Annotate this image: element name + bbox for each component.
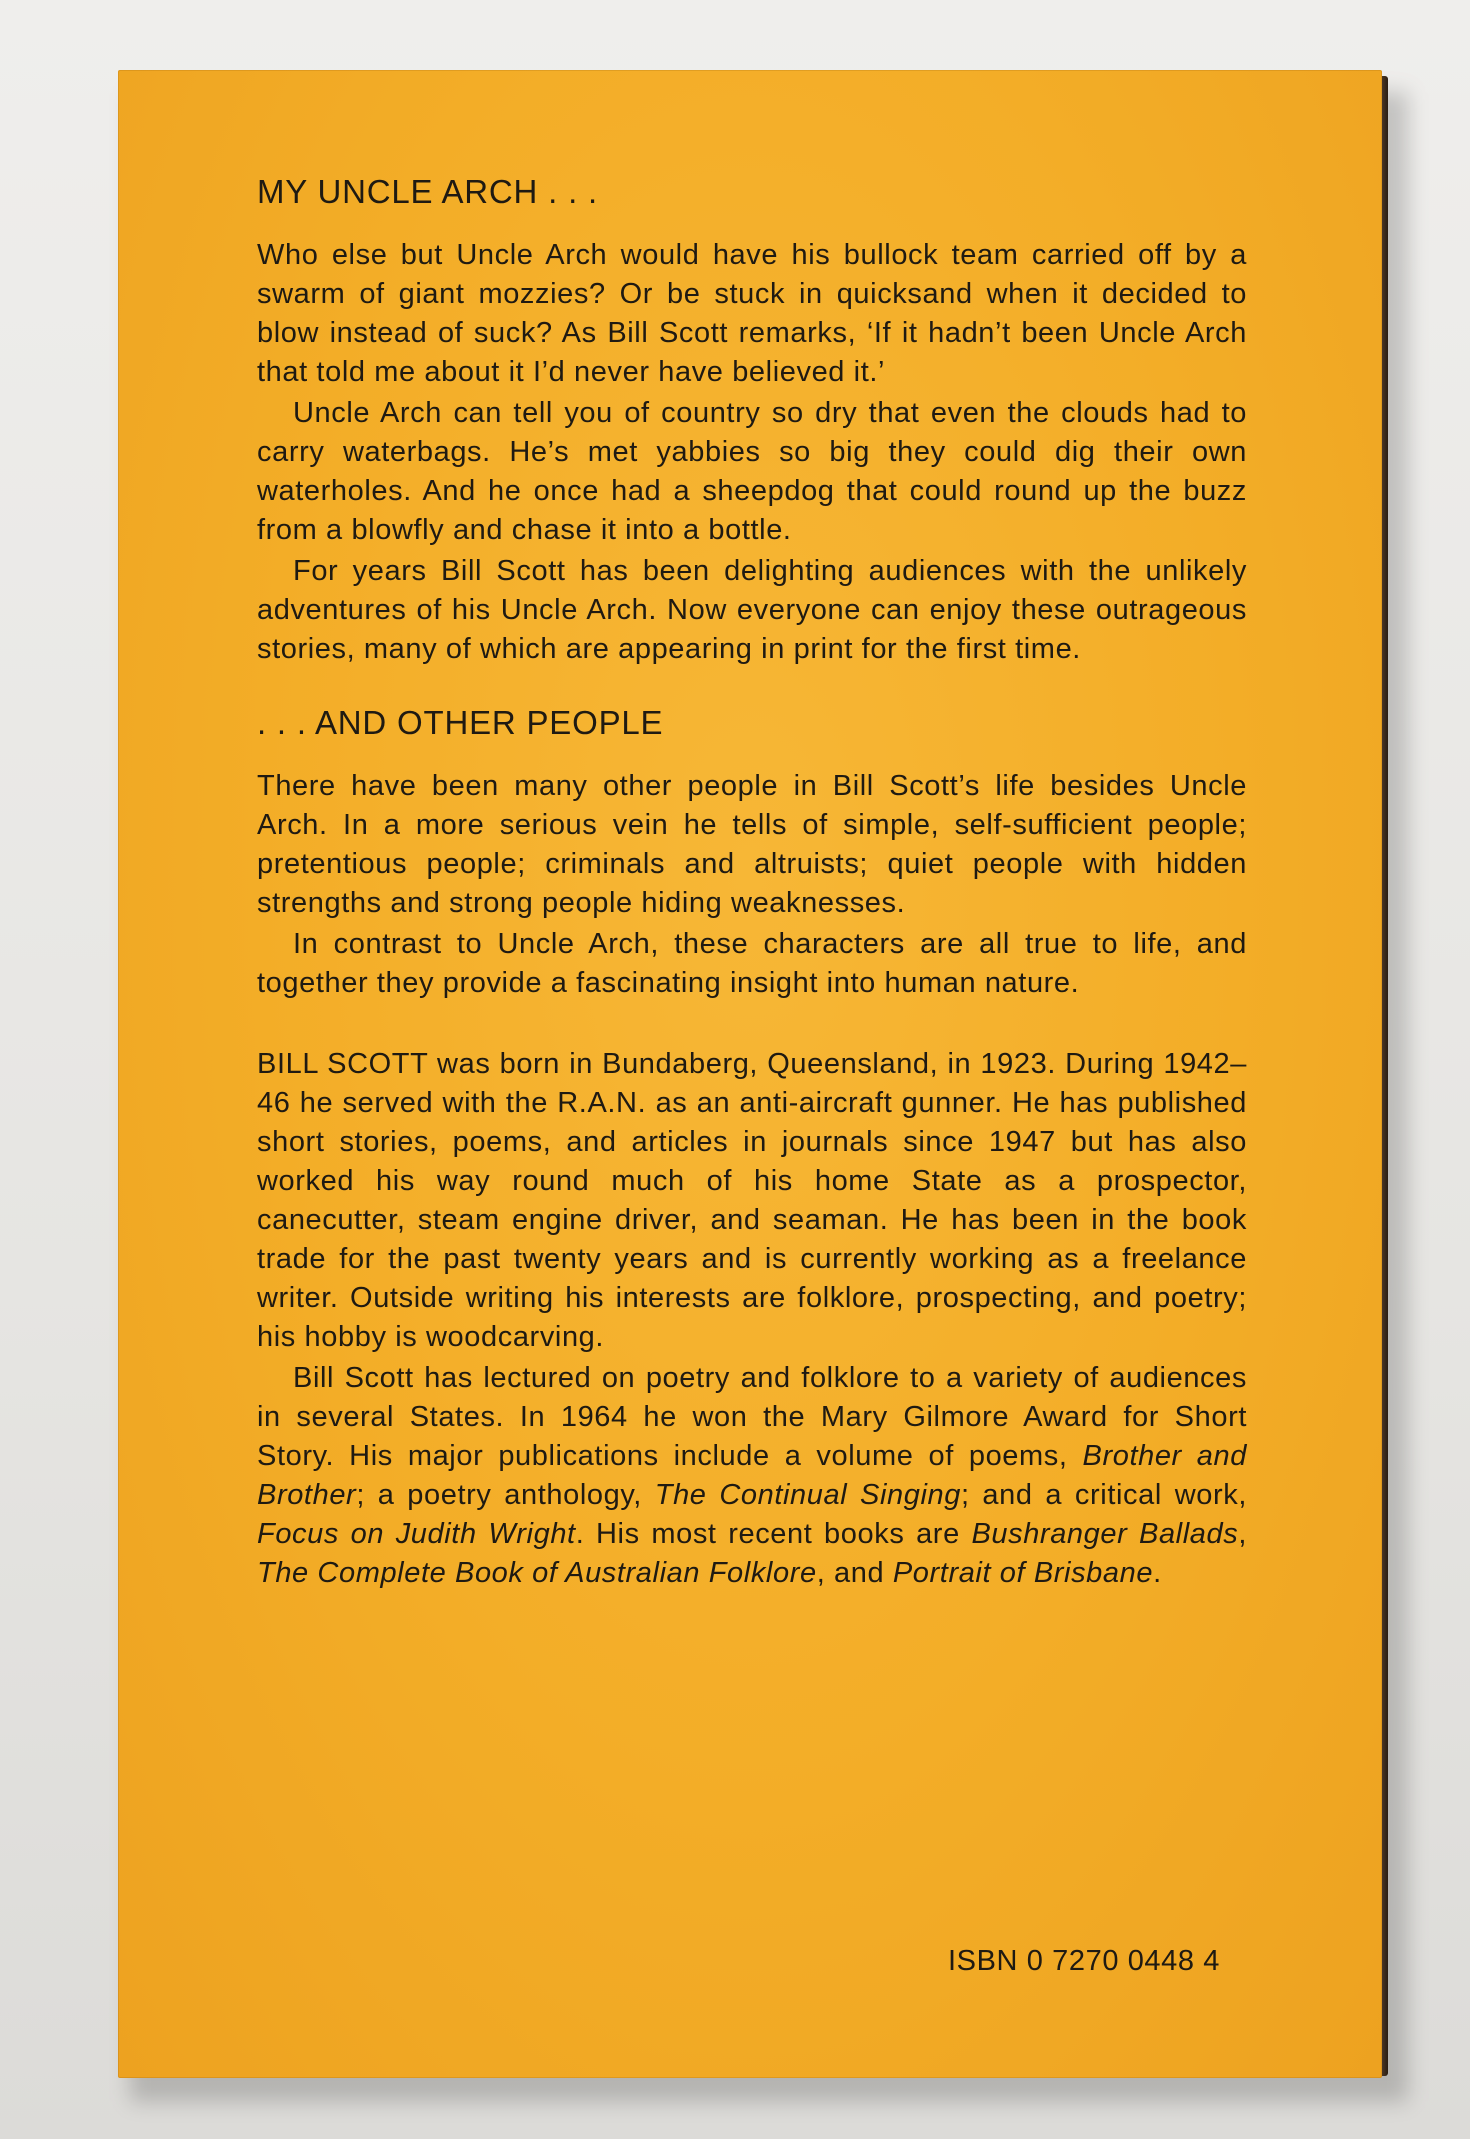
author-bio-paragraph-1: BILL SCOTT was born in Bundaberg, Queensland, in 1923. During 1942–46 he served with the R.A.N. as an anti-aircraft gunner. He has published short stories, poems, and articles in journals since 1947 but has also worked his way round much of his home State as a prospector, canecutter, steam engine driver, and seaman. He has been in the book trade for the past twenty years and is currently working as a freelance writer. Outside writing his interests are folklore, prospecting, and poetry; his hobby is woodcarving. — [257, 1048, 1247, 1353]
book-title-portrait-of-brisbane: Portrait of Brisbane — [892, 1557, 1154, 1589]
blurb-paragraph-4: There have been many other people in Bill Scott’s life besides Uncle Arch. In a more serious vein he tells of simple, self-sufficient people; pretentious people; criminals and altruists; quiet people with hidden strengths and strong people hiding weaknesses. — [257, 770, 1247, 919]
bio-text: ; and a critical work, — [960, 1479, 1247, 1511]
book-title-complete-book-of-australian-folklore: The Complete Book of Australian Folklore — [257, 1557, 817, 1589]
isbn-number: ISBN 0 7270 0448 4 — [948, 1945, 1220, 1977]
book-title-brother-and-brother: Brother and Brother — [257, 1440, 1247, 1511]
blurb-paragraph-5: In contrast to Uncle Arch, these characters are all true to life, and together they provide a fascinating insight into human nature. — [257, 928, 1247, 999]
section-gap — [257, 1003, 1247, 1045]
book-title-the-continual-singing: The Continual Singing — [654, 1479, 961, 1511]
bio-text: ; a poetry anthology, — [356, 1479, 655, 1511]
book-title-focus-on-judith-wright: Focus on Judith Wright — [257, 1518, 576, 1550]
blurb-paragraph-2: Uncle Arch can tell you of country so dry that even the clouds had to carry waterbags. He’s met yabbies so big they could dig their own waterholes. And he once had a sheepdog that could round up the buzz from a blowfly and chase it into a bottle. — [257, 397, 1247, 546]
bio-text: Bill Scott has lectured on poetry and folklore to a variety of audiences in several States. In 1964 he won the Mary Gilmore Award for Short Story. His major publications include a volume of poems, — [257, 1362, 1247, 1472]
bio-text: , and — [816, 1557, 893, 1589]
book-title-bushranger-ballads: Bushranger Ballads — [971, 1518, 1239, 1550]
blurb-paragraph-3: For years Bill Scott has been delighting audiences with the unlikely adventures of his Uncle Arch. Now everyone can enjoy these outrageous stories, many of which are appearing in print for the first time. — [257, 555, 1247, 665]
bio-text: . His most recent books are — [575, 1518, 972, 1550]
bio-text: , — [1238, 1518, 1247, 1550]
bio-text: . — [1153, 1557, 1162, 1589]
author-bio-paragraph-2 — [257, 1359, 1247, 1593]
heading-and-other-people: . . . AND OTHER PEOPLE — [257, 704, 664, 741]
blurb-text — [257, 172, 1247, 1593]
heading-my-uncle-arch: MY UNCLE ARCH . . . — [257, 173, 598, 210]
blurb-paragraph-1: Who else but Uncle Arch would have his bullock team carried off by a swarm of giant mozzies? Or be stuck in quicksand when it decided to blow instead of suck? As Bill Scott remarks, ‘If it hadn’t been Uncle Arch that told me about it I’d never have believed it.’ — [257, 239, 1247, 388]
